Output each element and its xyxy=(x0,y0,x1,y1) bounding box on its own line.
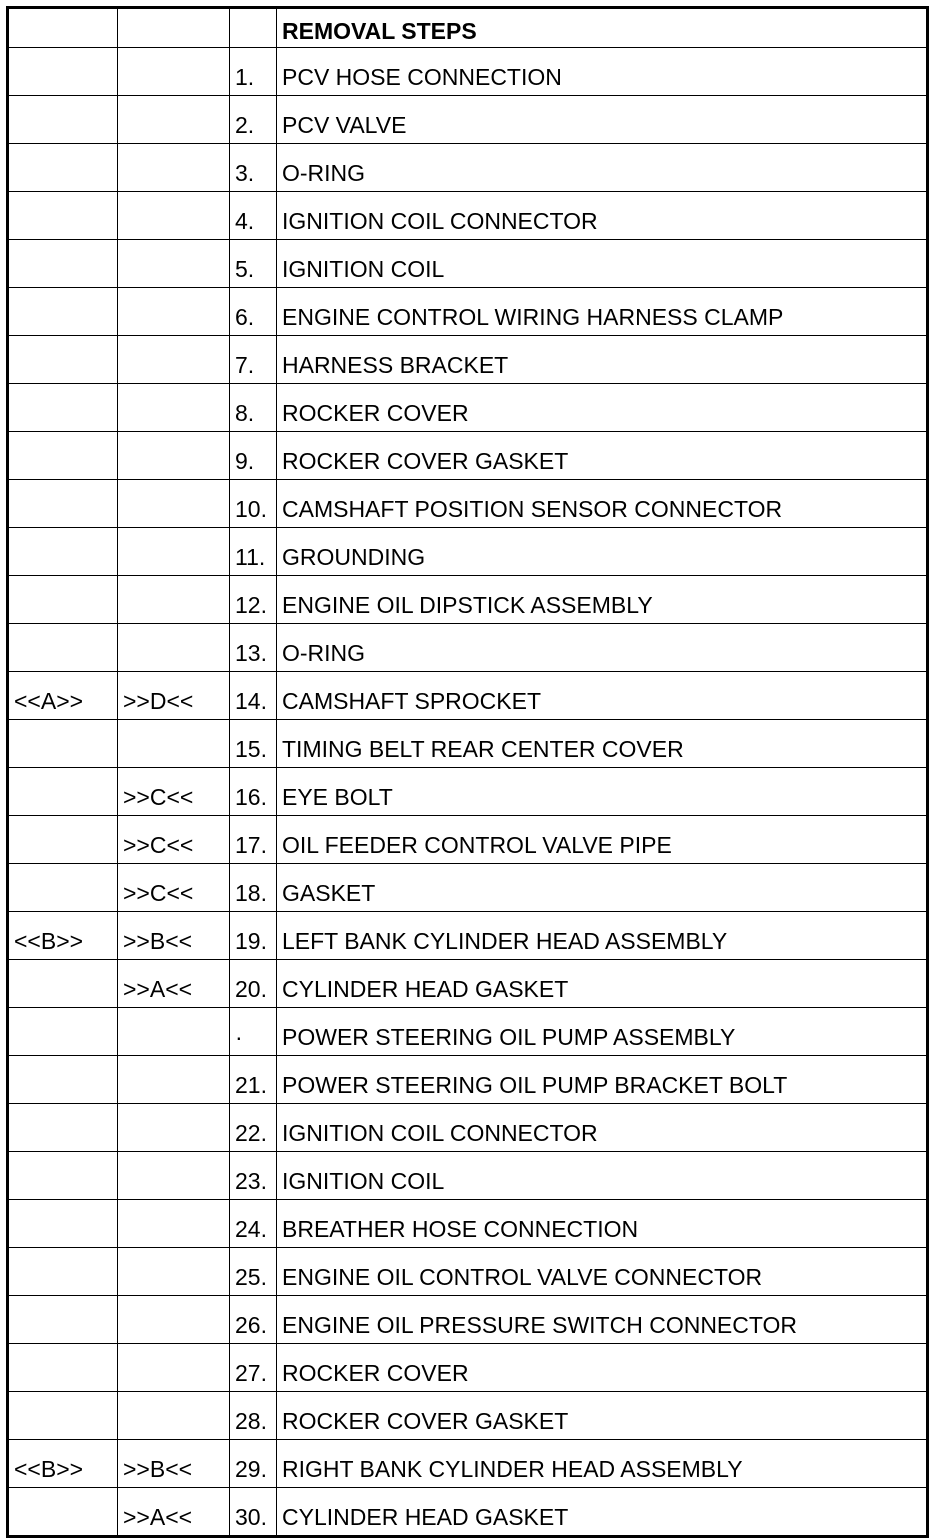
removal-ref-cell xyxy=(118,96,230,144)
removal-ref-cell: >>A<< xyxy=(118,1488,230,1537)
installation-ref-cell xyxy=(8,240,118,288)
step-number-cell: 15. xyxy=(230,720,277,768)
removal-ref-cell xyxy=(118,720,230,768)
removal-ref-cell xyxy=(118,48,230,96)
step-description-cell: IGNITION COIL CONNECTOR xyxy=(277,1104,928,1152)
table-row xyxy=(8,864,928,912)
installation-ref-cell xyxy=(8,144,118,192)
installation-ref-cell xyxy=(8,1392,118,1440)
step-number-cell: 29. xyxy=(230,1440,277,1488)
installation-ref-cell xyxy=(8,576,118,624)
removal-ref-cell xyxy=(118,384,230,432)
table-row xyxy=(8,192,928,240)
removal-ref-cell xyxy=(118,1296,230,1344)
installation-ref-cell xyxy=(8,720,118,768)
step-description-cell: GROUNDING xyxy=(277,528,928,576)
table-row xyxy=(8,528,928,576)
installation-ref-cell xyxy=(8,96,118,144)
step-number-cell: 14. xyxy=(230,672,277,720)
step-number-cell: 28. xyxy=(230,1392,277,1440)
step-description-cell: O-RING xyxy=(277,144,928,192)
removal-ref-cell xyxy=(118,192,230,240)
step-description-cell: POWER STEERING OIL PUMP BRACKET BOLT xyxy=(277,1056,928,1104)
installation-ref-cell xyxy=(8,624,118,672)
table-row xyxy=(8,1488,928,1537)
installation-ref-cell xyxy=(8,1056,118,1104)
table-row xyxy=(8,48,928,96)
table-row xyxy=(8,1008,928,1056)
installation-ref-cell xyxy=(8,480,118,528)
header-step-number-cell xyxy=(230,8,277,48)
table-header-row xyxy=(8,8,928,48)
installation-ref-cell xyxy=(8,48,118,96)
removal-ref-cell: >>C<< xyxy=(118,816,230,864)
installation-ref-cell: <<B>> xyxy=(8,1440,118,1488)
table-row xyxy=(8,624,928,672)
step-number-cell: 13. xyxy=(230,624,277,672)
installation-ref-cell xyxy=(8,1200,118,1248)
table-row xyxy=(8,816,928,864)
installation-ref-cell xyxy=(8,384,118,432)
step-description-cell: ENGINE OIL CONTROL VALVE CONNECTOR xyxy=(277,1248,928,1296)
removal-ref-cell: >>D<< xyxy=(118,672,230,720)
installation-ref-cell xyxy=(8,816,118,864)
table-row xyxy=(8,1056,928,1104)
removal-steps-table xyxy=(6,6,929,1538)
removal-ref-cell xyxy=(118,336,230,384)
step-description-cell: IGNITION COIL xyxy=(277,240,928,288)
removal-ref-cell xyxy=(118,1104,230,1152)
step-number-cell: 22. xyxy=(230,1104,277,1152)
table-row xyxy=(8,1152,928,1200)
table-row xyxy=(8,480,928,528)
table-row xyxy=(8,672,928,720)
table-row xyxy=(8,576,928,624)
step-number-cell: 30. xyxy=(230,1488,277,1537)
removal-ref-cell xyxy=(118,1056,230,1104)
step-description-cell: BREATHER HOSE CONNECTION xyxy=(277,1200,928,1248)
table-row xyxy=(8,1248,928,1296)
table-row xyxy=(8,240,928,288)
header-title: REMOVAL STEPS xyxy=(277,8,928,48)
step-description-cell: ROCKER COVER xyxy=(277,1344,928,1392)
step-description-cell: CYLINDER HEAD GASKET xyxy=(277,960,928,1008)
table-row xyxy=(8,288,928,336)
removal-ref-cell: >>C<< xyxy=(118,768,230,816)
removal-ref-cell: >>A<< xyxy=(118,960,230,1008)
step-description-cell: O-RING xyxy=(277,624,928,672)
header-installation-ref-cell xyxy=(8,8,118,48)
step-number-cell: 20. xyxy=(230,960,277,1008)
removal-ref-cell xyxy=(118,288,230,336)
removal-ref-cell: >>B<< xyxy=(118,912,230,960)
step-number-cell: 21. xyxy=(230,1056,277,1104)
installation-ref-cell xyxy=(8,1248,118,1296)
table-row xyxy=(8,432,928,480)
step-number-cell: 18. xyxy=(230,864,277,912)
removal-ref-cell xyxy=(118,1248,230,1296)
step-number-cell: 23. xyxy=(230,1152,277,1200)
installation-ref-cell xyxy=(8,528,118,576)
table-row xyxy=(8,96,928,144)
installation-ref-cell xyxy=(8,336,118,384)
step-number-cell: 24. xyxy=(230,1200,277,1248)
installation-ref-cell: <<B>> xyxy=(8,912,118,960)
installation-ref-cell xyxy=(8,1296,118,1344)
step-number-cell: 3. xyxy=(230,144,277,192)
step-description-cell: HARNESS BRACKET xyxy=(277,336,928,384)
step-number-cell: 5. xyxy=(230,240,277,288)
step-description-cell: EYE BOLT xyxy=(277,768,928,816)
installation-ref-cell xyxy=(8,960,118,1008)
installation-ref-cell xyxy=(8,288,118,336)
step-number-cell: 25. xyxy=(230,1248,277,1296)
removal-ref-cell xyxy=(118,1392,230,1440)
step-description-cell: RIGHT BANK CYLINDER HEAD ASSEMBLY xyxy=(277,1440,928,1488)
step-number-cell: 11. xyxy=(230,528,277,576)
step-number-cell: 1. xyxy=(230,48,277,96)
removal-ref-cell xyxy=(118,1152,230,1200)
step-description-cell: IGNITION COIL xyxy=(277,1152,928,1200)
removal-ref-cell xyxy=(118,1344,230,1392)
step-description-cell: ENGINE OIL PRESSURE SWITCH CONNECTOR xyxy=(277,1296,928,1344)
step-number-cell: 26. xyxy=(230,1296,277,1344)
table-row xyxy=(8,768,928,816)
step-description-cell: IGNITION COIL CONNECTOR xyxy=(277,192,928,240)
table-row xyxy=(8,144,928,192)
step-number-cell: 16. xyxy=(230,768,277,816)
installation-ref-cell xyxy=(8,864,118,912)
step-number-cell: 8. xyxy=(230,384,277,432)
removal-ref-cell xyxy=(118,144,230,192)
table-row xyxy=(8,1104,928,1152)
removal-ref-cell xyxy=(118,240,230,288)
step-description-cell: POWER STEERING OIL PUMP ASSEMBLY xyxy=(277,1008,928,1056)
step-number-cell: 12. xyxy=(230,576,277,624)
step-description-cell: ENGINE CONTROL WIRING HARNESS CLAMP xyxy=(277,288,928,336)
table-row xyxy=(8,384,928,432)
installation-ref-cell xyxy=(8,768,118,816)
step-description-cell: ROCKER COVER GASKET xyxy=(277,432,928,480)
table-row xyxy=(8,1440,928,1488)
step-description-cell: CAMSHAFT SPROCKET xyxy=(277,672,928,720)
table-row xyxy=(8,1296,928,1344)
step-number-cell: 17. xyxy=(230,816,277,864)
table-row xyxy=(8,720,928,768)
table-row xyxy=(8,1392,928,1440)
installation-ref-cell xyxy=(8,1344,118,1392)
step-description-cell: PCV HOSE CONNECTION xyxy=(277,48,928,96)
table-row xyxy=(8,1200,928,1248)
step-description-cell: ROCKER COVER xyxy=(277,384,928,432)
installation-ref-cell xyxy=(8,1104,118,1152)
installation-ref-cell xyxy=(8,1008,118,1056)
step-description-cell: PCV VALVE xyxy=(277,96,928,144)
removal-ref-cell: >>B<< xyxy=(118,1440,230,1488)
step-number-cell: 4. xyxy=(230,192,277,240)
step-number-cell: 10. xyxy=(230,480,277,528)
removal-ref-cell: >>C<< xyxy=(118,864,230,912)
removal-ref-cell xyxy=(118,576,230,624)
removal-ref-cell xyxy=(118,1200,230,1248)
step-number-cell: 2. xyxy=(230,96,277,144)
step-description-cell: ROCKER COVER GASKET xyxy=(277,1392,928,1440)
step-number-cell: 7. xyxy=(230,336,277,384)
step-description-cell: CYLINDER HEAD GASKET xyxy=(277,1488,928,1537)
table-row xyxy=(8,1344,928,1392)
installation-ref-cell xyxy=(8,1152,118,1200)
step-description-cell: CAMSHAFT POSITION SENSOR CONNECTOR xyxy=(277,480,928,528)
removal-ref-cell xyxy=(118,624,230,672)
step-number-cell: 27. xyxy=(230,1344,277,1392)
installation-ref-cell xyxy=(8,192,118,240)
removal-ref-cell xyxy=(118,432,230,480)
installation-ref-cell: <<A>> xyxy=(8,672,118,720)
removal-ref-cell xyxy=(118,480,230,528)
removal-ref-cell xyxy=(118,528,230,576)
step-number-cell: 19. xyxy=(230,912,277,960)
step-description-cell: TIMING BELT REAR CENTER COVER xyxy=(277,720,928,768)
step-description-cell: GASKET xyxy=(277,864,928,912)
step-description-cell: OIL FEEDER CONTROL VALVE PIPE xyxy=(277,816,928,864)
step-number-cell: 9. xyxy=(230,432,277,480)
removal-ref-cell xyxy=(118,1008,230,1056)
step-number-cell: · xyxy=(230,1008,277,1056)
step-number-cell: 6. xyxy=(230,288,277,336)
step-description-cell: LEFT BANK CYLINDER HEAD ASSEMBLY xyxy=(277,912,928,960)
table-row xyxy=(8,912,928,960)
installation-ref-cell xyxy=(8,1488,118,1537)
table-row xyxy=(8,960,928,1008)
installation-ref-cell xyxy=(8,432,118,480)
header-removal-ref-cell xyxy=(118,8,230,48)
table-row xyxy=(8,336,928,384)
step-description-cell: ENGINE OIL DIPSTICK ASSEMBLY xyxy=(277,576,928,624)
